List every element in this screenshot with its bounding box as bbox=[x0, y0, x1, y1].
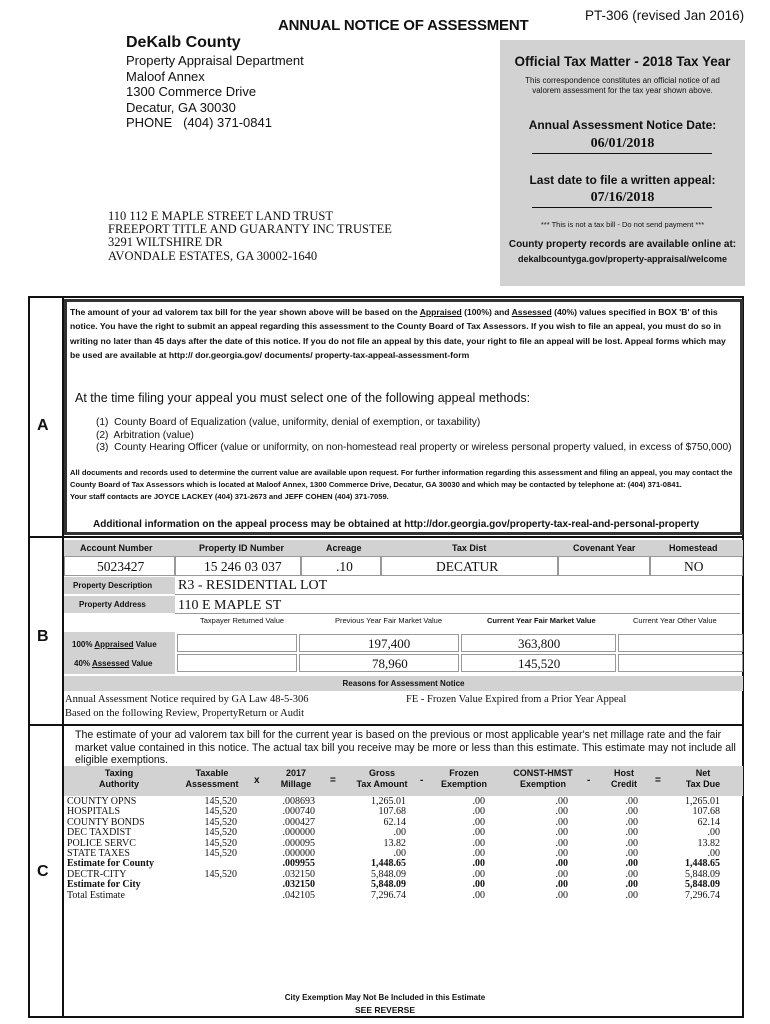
tax-cell-net: 5,848.09 bbox=[685, 879, 720, 891]
appeal-deadline-label: Last date to file a written appeal: bbox=[529, 173, 716, 187]
value-word: Value bbox=[133, 640, 157, 649]
prev-assessed-value: 78,960 bbox=[372, 656, 408, 671]
appeal-methods-list bbox=[96, 417, 732, 455]
county-address-line: Maloof Annex bbox=[126, 68, 205, 84]
tax-cell-gross: 13.82 bbox=[383, 837, 406, 849]
tax-cell-assessment: 145,520 bbox=[204, 806, 237, 818]
owner-line: 110 112 E MAPLE STREET LAND TRUST bbox=[108, 209, 334, 223]
tax-cell-const: .00 bbox=[555, 816, 568, 828]
taxpayer-returned-header: Taxpayer Returned Value bbox=[200, 616, 285, 625]
tax-cell-millage: .008693 bbox=[282, 796, 315, 807]
tax-cell-gross: 1,265.01 bbox=[371, 796, 406, 807]
tax-cell-credit: .00 bbox=[625, 796, 638, 807]
section-b-label: B bbox=[37, 628, 49, 645]
owner-address bbox=[108, 210, 392, 263]
tax-cell-gross: .00 bbox=[393, 848, 406, 859]
other-appraised-cell bbox=[618, 634, 743, 652]
account-number: 5023427 bbox=[97, 559, 145, 574]
appeal-methods-heading: At the time filing your appeal you must select one of the following appeal methods: bbox=[75, 391, 531, 405]
appeal-method: (2) Arbitration (value) bbox=[96, 429, 194, 441]
tax-cell-authority: DECTR-CITY bbox=[67, 868, 127, 880]
official-tax-title: Official Tax Matter - 2018 Tax Year bbox=[514, 54, 731, 69]
tax-cell-authority: COUNTY OPNS bbox=[67, 796, 137, 807]
official-info-box bbox=[500, 40, 745, 286]
const-header: CONST-HMST Exemption bbox=[513, 768, 573, 789]
tax-cell-frozen: .00 bbox=[472, 868, 485, 880]
tax-cell-frozen: .00 bbox=[472, 806, 485, 818]
property-header-bar bbox=[64, 540, 743, 556]
tax-cell-gross: 1,448.65 bbox=[371, 858, 406, 870]
property-address: 110 E MAPLE ST bbox=[178, 598, 282, 613]
reason-line: FE - Frozen Value Expired from a Prior Year Appeal bbox=[406, 694, 627, 705]
tax-cell-const: .00 bbox=[555, 868, 568, 880]
tax-cell-const: .00 bbox=[555, 796, 568, 807]
tax-cell-credit: .00 bbox=[625, 816, 638, 828]
homestead-header: Homestead bbox=[669, 543, 718, 553]
tax-cell-credit: .00 bbox=[625, 837, 638, 849]
owner-line: 3291 WILTSHIRE DR bbox=[108, 235, 223, 250]
account-number-header: Account Number bbox=[80, 543, 153, 553]
tax-cell-credit: .00 bbox=[625, 858, 638, 870]
authority-header: Taxing Authority bbox=[99, 768, 139, 789]
assessment-header: Taxable Assessment bbox=[185, 768, 239, 789]
tax-cell-credit: .00 bbox=[625, 879, 638, 891]
tax-cell-millage: .032150 bbox=[282, 879, 315, 891]
tax-cell-credit: .00 bbox=[625, 868, 638, 880]
tax-cell-net: .00 bbox=[707, 827, 720, 839]
county-address bbox=[126, 53, 304, 131]
tax-cell-const: .00 bbox=[555, 827, 568, 839]
tax-cell-gross: 7,296.74 bbox=[371, 889, 406, 901]
tax-cell-frozen: .00 bbox=[472, 858, 485, 870]
appraised-underline: Appraised bbox=[94, 640, 134, 649]
tax-cell-authority: HOSPITALS bbox=[67, 806, 121, 818]
taxpayer-assessed-cell bbox=[177, 654, 297, 672]
tax-cell-authority: POLICE SERVC bbox=[67, 837, 136, 849]
frozen-header: Frozen Exemption bbox=[440, 768, 487, 789]
tax-cell-millage: .032150 bbox=[282, 868, 315, 880]
homestead-value: NO bbox=[684, 559, 704, 574]
reason-line: Based on the following Review, PropertyReturn or Audit bbox=[65, 708, 305, 719]
tax-cell-millage: .042105 bbox=[282, 889, 315, 901]
current-other-header: Current Year Other Value bbox=[633, 616, 717, 625]
appeal-method: (3) County Hearing Officer (value or uniformity, on non-homestead real property or wireless personal property valued, in excess of $750,000) bbox=[96, 442, 732, 453]
assessed-underline: Assessed bbox=[91, 659, 130, 668]
documents-info-text bbox=[70, 467, 738, 502]
text-part: The amount of your ad valorem tax bill for the year shown above will be based on the bbox=[70, 307, 420, 317]
county-address-line: Decatur, GA 30030 bbox=[126, 99, 236, 115]
tax-cell-frozen: .00 bbox=[472, 879, 485, 891]
tax-cell-frozen: .00 bbox=[472, 827, 485, 839]
notice-date-label: Annual Assessment Notice Date: bbox=[528, 118, 717, 132]
tax-cell-net: 5,848.09 bbox=[685, 868, 720, 880]
prev-appraised-value: 197,400 bbox=[368, 636, 411, 651]
equals-operator: = bbox=[330, 775, 336, 786]
gross-header: Gross Tax Amount bbox=[356, 768, 408, 789]
curr-appraised-value: 363,800 bbox=[518, 636, 561, 651]
tax-cell-frozen: .00 bbox=[472, 889, 485, 901]
tax-cell-const: .00 bbox=[555, 879, 568, 891]
tax-cell-assessment: 145,520 bbox=[204, 796, 237, 807]
see-reverse-note: SEE REVERSE bbox=[355, 1005, 415, 1015]
tax-cell-authority: STATE TAXES bbox=[67, 848, 130, 859]
tax-cell-millage: .000095 bbox=[282, 837, 315, 849]
tax-cell-assessment: 145,520 bbox=[204, 848, 237, 859]
owner-line: FREEPORT TITLE AND GUARANTY INC TRUSTEE bbox=[108, 222, 392, 237]
staff-contacts: Your staff contacts are JOYCE LACKEY (404) 371-2673 and JEFF COHEN (404) 371-7059. bbox=[70, 491, 389, 501]
tax-cell-assessment: 145,520 bbox=[204, 827, 237, 839]
property-addr-label: Property Address bbox=[79, 600, 146, 609]
current-year-fmv-header: Current Year Fair Market Value bbox=[487, 616, 596, 625]
tax-cell-const: .00 bbox=[555, 837, 568, 849]
appraised-value-label bbox=[72, 640, 157, 649]
tax-cell-credit: .00 bbox=[625, 806, 638, 818]
county-address-line: Property Appraisal Department bbox=[126, 53, 304, 68]
not-tax-bill-note: *** This is not a tax bill - Do not send payment *** bbox=[540, 220, 705, 229]
credit-header: Host Credit bbox=[610, 768, 637, 789]
appeal-rights-text bbox=[70, 305, 738, 362]
prev-year-fmv-header: Previous Year Fair Market Value bbox=[335, 616, 442, 625]
property-description: R3 - RESIDENTIAL LOT bbox=[178, 578, 328, 593]
tax-cell-const: .00 bbox=[555, 848, 568, 859]
notice-title: ANNUAL NOTICE OF ASSESSMENT bbox=[278, 17, 529, 34]
millage-header: 2017 Millage bbox=[280, 768, 312, 789]
tax-cell-frozen: .00 bbox=[472, 796, 485, 807]
acreage-header: Acreage bbox=[326, 543, 362, 553]
acreage-value: .10 bbox=[336, 559, 353, 574]
tax-cell-const: .00 bbox=[555, 858, 568, 870]
tax-cell-authority: Total Estimate bbox=[67, 889, 125, 901]
tax-dist-value: DECATUR bbox=[436, 559, 499, 574]
tax-cell-net: 13.82 bbox=[697, 837, 720, 849]
tax-cell-authority: Estimate for City bbox=[67, 879, 141, 891]
minus-operator: - bbox=[587, 775, 591, 786]
pct: 100% bbox=[72, 640, 95, 649]
county-address-line: 1300 Commerce Drive bbox=[126, 84, 257, 99]
tax-cell-net: 1,448.65 bbox=[685, 858, 720, 870]
appraised-word: Appraised bbox=[419, 307, 462, 317]
county-name: DeKalb County bbox=[126, 34, 241, 51]
value-word: Value bbox=[129, 659, 153, 668]
tax-cell-millage: .000000 bbox=[282, 827, 315, 839]
tax-cell-const: .00 bbox=[555, 889, 568, 901]
appeal-deadline-date: 07/16/2018 bbox=[590, 190, 655, 205]
net-header: Net Tax Due bbox=[685, 768, 721, 789]
tax-cell-net: .00 bbox=[707, 848, 720, 859]
online-records-url[interactable]: dekalbcountyga.gov/property-appraisal/welcome bbox=[517, 254, 728, 264]
tax-cell-millage: .000740 bbox=[282, 806, 315, 818]
additional-info-link[interactable]: Additional information on the appeal process may be obtained at http://dor.georgia.gov/property-tax-real-and-personal-property bbox=[93, 519, 700, 530]
tax-cell-frozen: .00 bbox=[472, 816, 485, 828]
owner-line: AVONDALE ESTATES, GA 30002-1640 bbox=[108, 248, 318, 263]
city-exemption-note: City Exemption May Not Be Included in this Estimate bbox=[284, 993, 486, 1002]
tax-cell-gross: 107.68 bbox=[378, 806, 406, 818]
section-divider bbox=[28, 536, 744, 538]
county-phone: PHONE (404) 371-0841 bbox=[126, 115, 272, 130]
tax-cell-const: .00 bbox=[555, 806, 568, 818]
property-id: 15 246 03 037 bbox=[204, 559, 282, 574]
other-assessed-cell bbox=[618, 654, 743, 672]
covenant-cell bbox=[558, 556, 650, 576]
form-id: PT-306 (revised Jan 2016) bbox=[585, 8, 745, 23]
tax-cell-authority: DEC TAXDIST bbox=[67, 827, 132, 839]
tax-cell-millage: .000427 bbox=[282, 816, 315, 828]
tax-cell-credit: .00 bbox=[625, 827, 638, 839]
reasons-header: Reasons for Assessment Notice bbox=[64, 676, 743, 691]
appeal-method: (1) County Board of Equalization (value, uniformity, denial of exemption, or taxability) bbox=[96, 417, 481, 428]
equals-operator: = bbox=[655, 775, 661, 786]
tax-cell-net: 107.68 bbox=[692, 806, 720, 818]
tax-cell-net: 62.14 bbox=[697, 816, 720, 828]
tax-cell-assessment: 145,520 bbox=[204, 868, 237, 880]
tax-cell-millage: .000000 bbox=[282, 848, 315, 859]
tax-cell-credit: .00 bbox=[625, 848, 638, 859]
appeal-date-underline bbox=[532, 207, 712, 208]
section-a-label: A bbox=[37, 417, 49, 434]
tax-cell-credit: .00 bbox=[625, 889, 638, 901]
property-id-header: Property ID Number bbox=[199, 543, 285, 553]
property-desc-label: Property Description bbox=[73, 581, 153, 590]
minus-operator: - bbox=[420, 775, 424, 786]
reason-line: Annual Assessment Notice required by GA Law 48-5-306 bbox=[65, 694, 309, 705]
times-operator: x bbox=[254, 775, 260, 786]
online-records-label: County property records are available online at: bbox=[508, 239, 737, 250]
row-divider bbox=[175, 613, 740, 614]
tax-cell-frozen: .00 bbox=[472, 848, 485, 859]
tax-dist-header: Tax Dist bbox=[452, 543, 487, 553]
assessed-word: Assessed bbox=[511, 307, 552, 317]
estimate-note: The estimate of your ad valorem tax bill for the current year is based on the previous or most applicable year's net millage rate and the fair market value contained in this notice. The actual tax bill you receive may be more or less than this estimate. This estimate may not include all eligible exemptions. bbox=[75, 729, 736, 766]
tax-cell-authority: COUNTY BONDS bbox=[67, 816, 145, 828]
notice-date: 06/01/2018 bbox=[590, 136, 655, 151]
tax-cell-assessment: 145,520 bbox=[204, 837, 237, 849]
tax-cell-net: 7,296.74 bbox=[685, 889, 720, 901]
text-part: (100%) and bbox=[461, 307, 512, 317]
row-divider bbox=[175, 594, 740, 595]
documents-info: All documents and records used to determine the current value are available upon request. For further information regarding this assessment and filing an appeal, you may contact the County Board of Tax Assessors which is located at Maloof Annex, 1300 Commerce Drive, Decatur, GA 30030 and which may be contacted by telephone at: (404) 371-0841. bbox=[70, 468, 733, 489]
tax-cell-gross: .00 bbox=[393, 827, 406, 839]
tax-cell-millage: .009955 bbox=[282, 858, 315, 870]
tax-cell-gross: 5,848.09 bbox=[371, 868, 406, 880]
curr-assessed-value: 145,520 bbox=[518, 656, 561, 671]
official-desc: This correspondence constitutes an official notice of ad valorem assessment for the tax year shown above. bbox=[525, 76, 720, 95]
tax-cell-frozen: .00 bbox=[472, 837, 485, 849]
section-c-label: C bbox=[37, 863, 49, 880]
tax-cell-net: 1,265.01 bbox=[685, 796, 720, 807]
text-part: (40%) values specified in BOX 'B' of this notice. You have the right to submit an appeal regarding this assessment to the County Board of Tax Assessors. If you wish to file an appeal, you must do so in writing no later than 45 days after the date of this notice. If you do not file an appeal by this date, your right to file an appeal will be lost. Appeal forms which may be used are available at http:// dor.georgia.gov/ documents/ property-tax-appeal-assessment-form bbox=[70, 307, 726, 360]
pct: 40% bbox=[74, 659, 92, 668]
tax-cell-authority: Estimate for County bbox=[67, 858, 155, 870]
tax-cell-assessment: 145,520 bbox=[204, 816, 237, 828]
tax-cell-gross: 5,848.09 bbox=[371, 879, 406, 891]
section-divider bbox=[28, 724, 744, 726]
covenant-year-header: Covenant Year bbox=[573, 543, 636, 553]
tax-cell-gross: 62.14 bbox=[383, 816, 406, 828]
taxpayer-appraised-cell bbox=[177, 634, 297, 652]
assessed-value-label bbox=[74, 659, 152, 668]
notice-date-underline bbox=[532, 153, 712, 154]
